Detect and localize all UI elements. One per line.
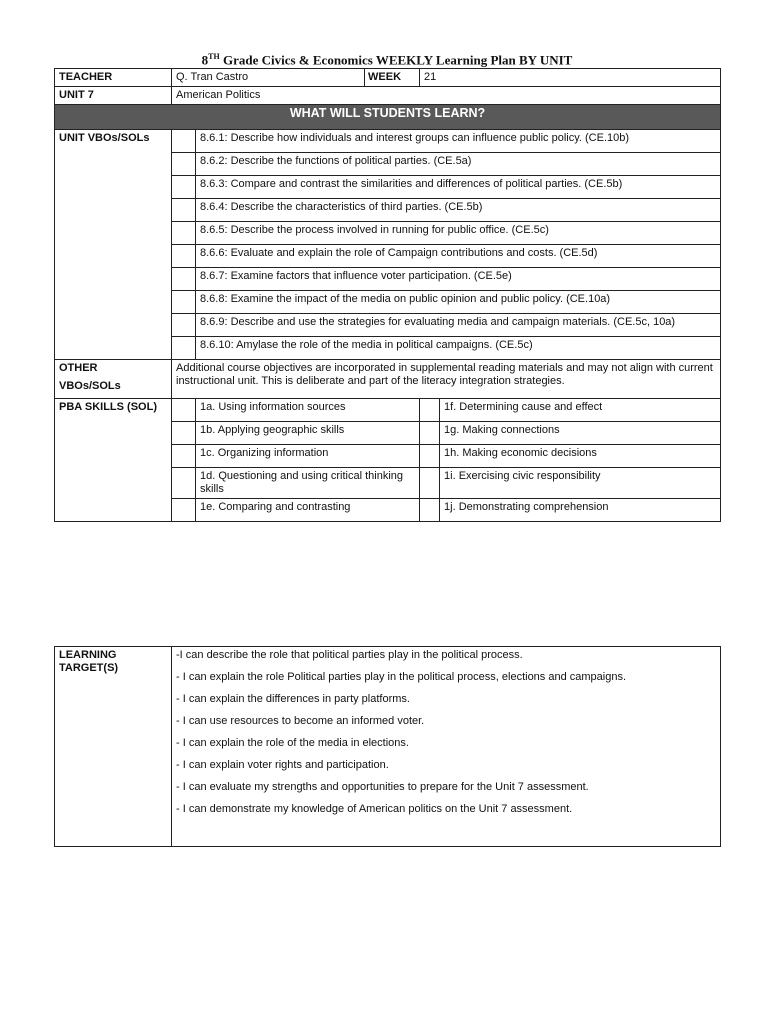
other-label-line1: OTHER [59, 362, 98, 374]
vbo-spacer [172, 291, 196, 314]
learning-targets-row [55, 647, 721, 847]
teacher-value: Q. Tran Castro [172, 69, 365, 87]
week-value: 21 [420, 69, 721, 87]
title-grade-superscript: TH [208, 52, 220, 61]
other-vbos-row [55, 360, 721, 399]
vbo-item: 8.6.6: Evaluate and explain the role of Campaign contributions and costs. (CE.5d) [196, 245, 721, 268]
learning-target-item: - I can explain voter rights and participation. [176, 759, 389, 771]
learning-target-item: - I can explain the role Political parties play in the political process, elections and campaigns. [176, 671, 627, 683]
pba-spacer [172, 399, 196, 422]
pba-skill-right: 1h. Making economic decisions [440, 445, 721, 468]
vbo-spacer [172, 176, 196, 199]
learning-target-item: - I can use resources to become an informed voter. [176, 715, 425, 727]
pba-skill-right: 1j. Demonstrating comprehension [440, 499, 721, 522]
pba-skill-left: 1b. Applying geographic skills [196, 422, 420, 445]
vbo-item: 8.6.9: Describe and use the strategies for evaluating media and campaign materials. (CE.5c, 10a) [196, 314, 721, 337]
unit-vbos-label: UNIT VBOs/SOLs [55, 130, 172, 360]
other-vbos-label [55, 360, 172, 399]
title-grade-number: 8 [201, 52, 209, 68]
vbo-item: 8.6.5: Describe the process involved in running for public office. (CE.5c) [196, 222, 721, 245]
title-text: Grade Civics & Economics WEEKLY Learning Plan BY UNIT [219, 52, 573, 68]
unit-label: UNIT 7 [55, 87, 172, 105]
vbo-item: 8.6.3: Compare and contrast the similarities and differences of political parties. (CE.5b) [196, 176, 721, 199]
learning-targets-label: LEARNING TARGET(S) [55, 647, 172, 847]
vbo-spacer [172, 337, 196, 360]
vbo-item: 8.6.8: Examine the impact of the media on public opinion and public policy. (CE.10a) [196, 291, 721, 314]
learning-target-item: - I can evaluate my strengths and opportunities to prepare for the Unit 7 assessment. [176, 781, 589, 793]
vbo-spacer [172, 130, 196, 153]
pba-skill-left: 1e. Comparing and contrasting [196, 499, 420, 522]
vbo-item: 8.6.7: Examine factors that influence voter participation. (CE.5e) [196, 268, 721, 291]
vbo-spacer [172, 245, 196, 268]
learning-target-item: - I can explain the differences in party platforms. [176, 693, 410, 705]
teacher-label: TEACHER [55, 69, 172, 87]
learning-targets-table [54, 646, 721, 847]
vbo-row [55, 130, 721, 153]
learning-targets-list [172, 647, 721, 847]
pba-skill-right: 1g. Making connections [440, 422, 721, 445]
pba-spacer [420, 399, 440, 422]
pba-spacer [172, 422, 196, 445]
pba-spacer [420, 468, 440, 499]
other-label-line2: VBOs/SOLs [59, 380, 121, 392]
teacher-row [55, 69, 721, 87]
pba-spacer [420, 499, 440, 522]
pba-spacer [172, 445, 196, 468]
pba-spacer [420, 445, 440, 468]
learning-target-item: - I can explain the role of the media in elections. [176, 737, 409, 749]
vbo-item: 8.6.1: Describe how individuals and interest groups can influence public policy. (CE.10b) [196, 130, 721, 153]
other-vbos-text: Additional course objectives are incorporated in supplemental reading materials and may not align with current instructional unit. This is deliberate and part of the literacy integration strategies. [172, 360, 721, 399]
unit-row [55, 87, 721, 105]
section-banner: WHAT WILL STUDENTS LEARN? [55, 105, 721, 130]
vbo-item: 8.6.4: Describe the characteristics of third parties. (CE.5b) [196, 199, 721, 222]
pba-row [55, 399, 721, 422]
pba-spacer [420, 422, 440, 445]
pba-skill-left: 1d. Questioning and using critical thinking skills [196, 468, 420, 499]
pba-skill-left: 1c. Organizing information [196, 445, 420, 468]
vbo-spacer [172, 314, 196, 337]
pba-spacer [172, 468, 196, 499]
vbo-spacer [172, 199, 196, 222]
page-title [54, 52, 720, 68]
learning-target-item: -I can describe the role that political parties play in the political process. [176, 649, 523, 661]
pba-skills-label: PBA SKILLS (SOL) [55, 399, 172, 522]
pba-spacer [172, 499, 196, 522]
vbo-item: 8.6.10: Amylase the role of the media in political campaigns. (CE.5c) [196, 337, 721, 360]
pba-skill-left: 1a. Using information sources [196, 399, 420, 422]
vbo-spacer [172, 222, 196, 245]
pba-skill-right: 1f. Determining cause and effect [440, 399, 721, 422]
learning-target-item: - I can demonstrate my knowledge of American politics on the Unit 7 assessment. [176, 803, 573, 815]
pba-skill-right: 1i. Exercising civic responsibility [440, 468, 721, 499]
weekly-plan-table [54, 68, 721, 522]
vbo-spacer [172, 153, 196, 176]
banner-row [55, 105, 721, 130]
week-label: WEEK [365, 69, 420, 87]
vbo-item: 8.6.2: Describe the functions of political parties. (CE.5a) [196, 153, 721, 176]
vbo-spacer [172, 268, 196, 291]
unit-value: American Politics [172, 87, 721, 105]
